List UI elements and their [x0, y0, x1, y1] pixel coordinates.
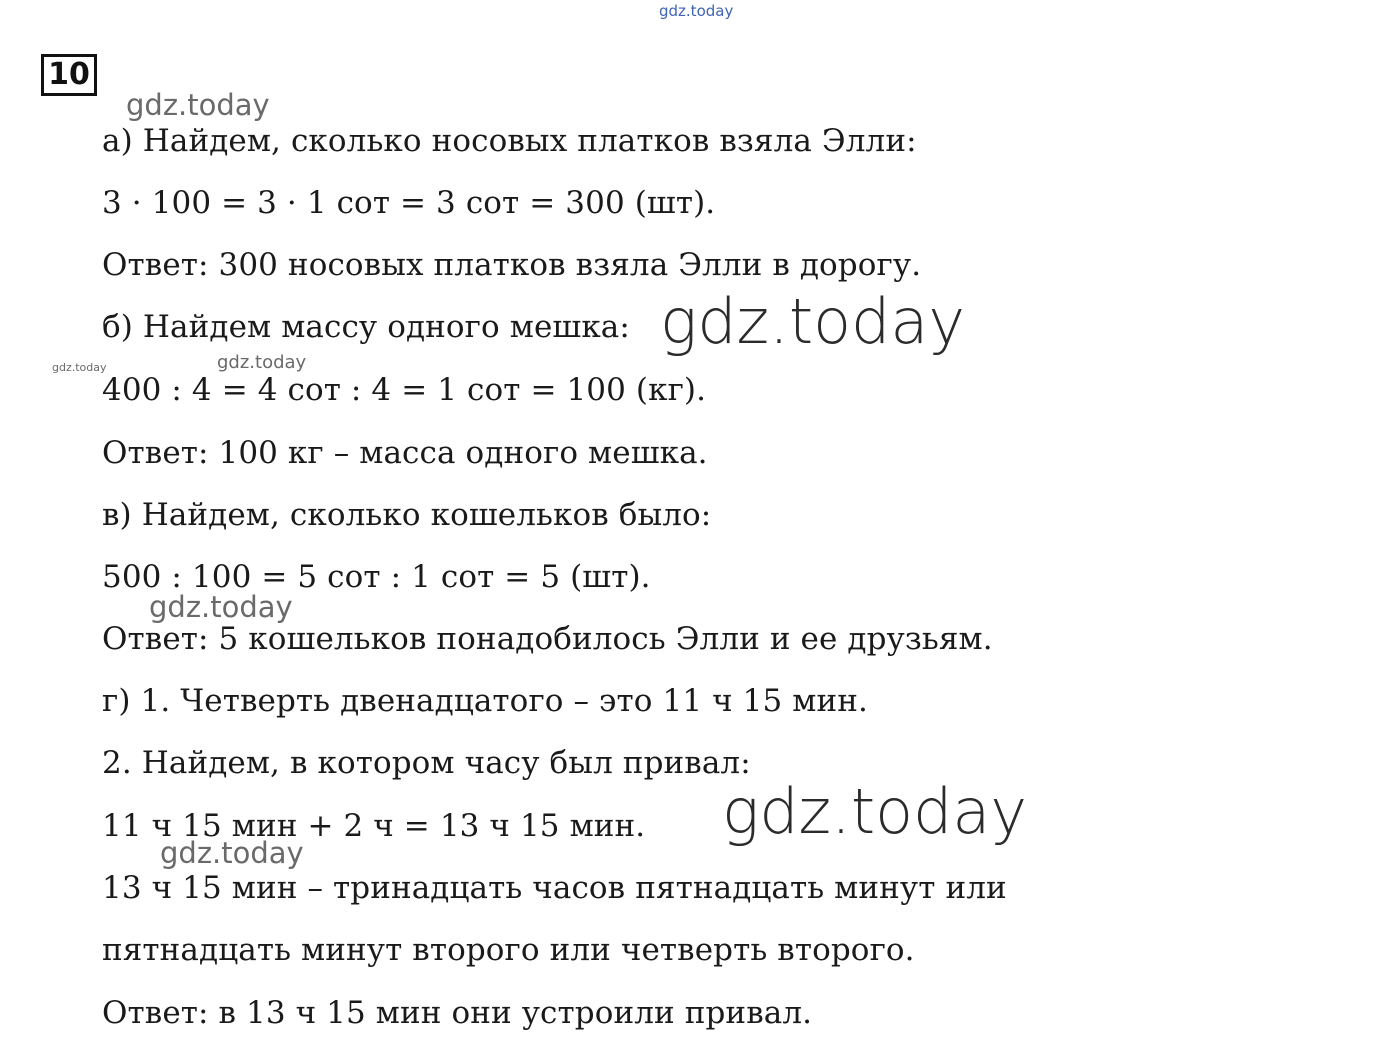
line-c-question: в) Найдем, сколько кошельков было:	[102, 497, 712, 533]
line-d-answer: Ответ: в 13 ч 15 мин они устроили привал.	[102, 995, 813, 1031]
line-c-answer: Ответ: 5 кошельков понадобилось Элли и ее друзьям.	[102, 621, 993, 657]
line-d-explain-2: пятнадцать минут второго или четверть второго.	[102, 932, 915, 968]
watermark: gdz.today	[149, 590, 293, 624]
watermark: gdz.today	[160, 836, 304, 870]
line-b-question: б) Найдем массу одного мешка:	[102, 309, 630, 345]
line-a-calc: 3 · 100 = 3 · 1 сот = 3 сот = 300 (шт).	[102, 185, 716, 221]
watermark-tiny: gdz.today	[52, 361, 107, 374]
task-number-box: 10	[41, 54, 97, 96]
watermark-large: gdz.today	[722, 775, 1028, 848]
line-b-answer: Ответ: 100 кг – масса одного мешка.	[102, 435, 708, 471]
line-b-calc: 400 : 4 = 4 сот : 4 = 1 сот = 100 (кг).	[102, 372, 707, 408]
line-d-explain-1: 13 ч 15 мин – тринадцать часов пятнадцать минут или	[102, 870, 1007, 906]
watermark-small: gdz.today	[217, 352, 307, 373]
line-a-answer: Ответ: 300 носовых платков взяла Элли в дорогу.	[102, 247, 922, 283]
watermark: gdz.today	[126, 88, 270, 122]
watermark-top: gdz.today	[659, 2, 734, 20]
line-c-calc: 500 : 100 = 5 сот : 1 сот = 5 (шт).	[102, 559, 651, 595]
line-d-step2: 2. Найдем, в котором часу был привал:	[102, 745, 751, 781]
line-d-calc: 11 ч 15 мин + 2 ч = 13 ч 15 мин.	[102, 808, 646, 844]
line-d-step1: г) 1. Четверть двенадцатого – это 11 ч 15 мин.	[102, 683, 868, 719]
watermark-large: gdz.today	[660, 285, 966, 358]
line-a-question: а) Найдем, сколько носовых платков взяла Элли:	[102, 123, 917, 159]
